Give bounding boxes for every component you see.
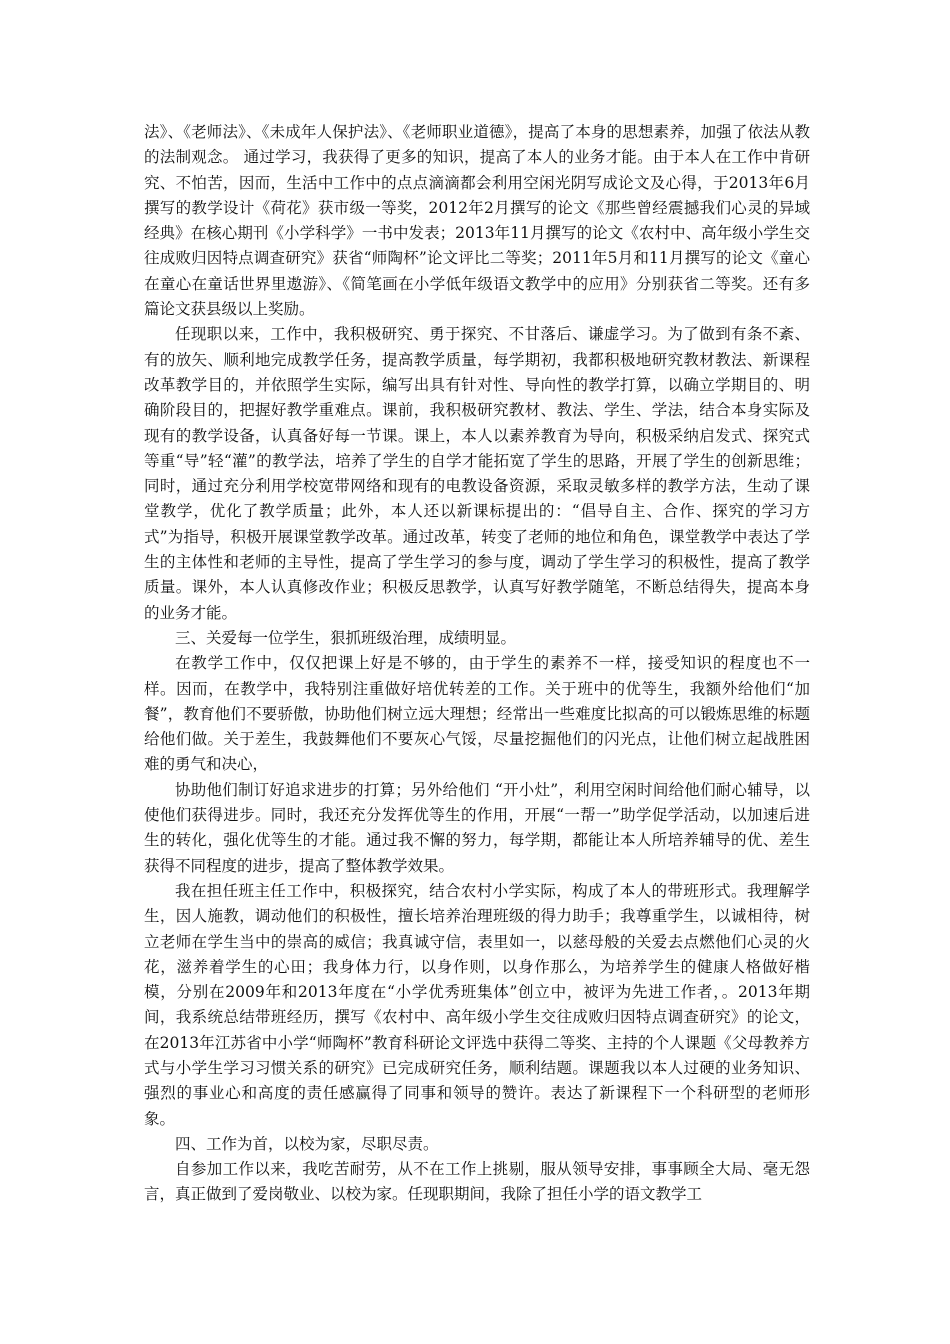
paragraph: 任现职以来，工作中，我积极研究、勇于探究、不甘落后、谦虚学习。为了做到有条不紊、有的放矢、顺利地完成教学任务，提高教学质量，每学期初，我都积极地研究教材教法、新课程改革教学目的，并依照学生实际，编写出具有针对性、导向性的教学打算，以确立学期目的、明确阶段目的，把握好教学重难点。课前，我积极研究教材、教法、学生、学法，结合本身实际及现有的教学设备，认真备好每一节课。课上，本人以素养教育为导向，积极采纳启发式、探究式等重“导”轻“灌”的教学法，培养了学生的自学才能拓宽了学生的思路，开展了学生的创新思维；同时，通过充分利用学校宽带网络和现有的电教设备资源，采取灵敏多样的教学方法，生动了课堂教学，优化了教学质量；此外，本人还以新课标提出的：“倡导自主、合作、探究的学习方式”为指导，积极开展课堂教学改革。通过改革，转变了老师的地位和角色，课堂教学中表达了学生的主体性和老师的主导性，提高了学生学习的参与度，调动了学生学习的积极性，提高了教学质量。课外，本人认真修改作业；积极反思教学，认真写好教学随笔，不断总结得失，提高本身的业务才能。 [144, 325, 810, 622]
paragraph: 我在担任班主任工作中，积极探究，结合农村小学实际，构成了本人的带班形式。我理解学生，因人施教，调动他们的积极性，擅长培养治理班级的得力助手；我尊重学生，以诚相待，树立老师在学生当中的崇高的威信；我真诚守信，表里如一，以慈母般的关爱去点燃他们心灵的火花，滋养着学生的心田；我身体力行，以身作则，以身作那么，为培养学生的健康人格做好楷模，分别在2009年和2013年度在“小学优秀班集体”创立中，被评为先进工作者，。2013年期间，我系统总结带班经历，撰写《农村中、高年级小学生交往成败归因特点调查研究》的论文，在2013年江苏省中小学“师陶杯”教育科研论文评选中获得二等奖、主持的个人课题《父母教养方式与小学生学习习惯关系的研究》已完成研究任务，顺利结题。课题我以本人过硬的业务知识、强烈的事业心和高度的责任感赢得了同事和领导的赞许。表达了新课程下一个科研型的老师形象。 [144, 881, 810, 1128]
paragraph: 协助他们制订好追求进步的打算；另外给他们 “开小灶”，利用空闲时间给他们耐心辅导，以使他们获得进步。同时，我还充分发挥优等生的作用，开展“一帮一”助学促学活动，以加速后进生的转化，强化优等生的才能。通过我不懈的努力，每学期，都能让本人所培养辅导的优、差生获得不同程度的进步，提高了整体教学效果。 [144, 780, 810, 875]
document-body [144, 120, 810, 1208]
section-heading: 三、关爱每一位学生，狠抓班级治理，成绩明显。 [175, 628, 517, 647]
paragraph: 在教学工作中，仅仅把课上好是不够的，由于学生的素养不一样，接受知识的程度也不一样。因而，在教学中，我特别注重做好培优转差的工作。关于班中的优等生，我额外给他们“加餐”，教育他们不要骄傲，协助他们树立远大理想；经常出一些难度比拟高的可以锻炼思维的标题给他们做。关于差生，我鼓舞他们不要灰心气馁，尽量挖掘他们的闪光点，让他们树立起战胜困难的勇气和决心， [144, 654, 810, 774]
paragraph: 自参加工作以来，我吃苦耐劳，从不在工作上挑剔，服从领导安排，事事顾全大局、毫无怨言，真正做到了爱岗敬业、以校为家。任现职期间，我除了担任小学的语文教学工 [144, 1160, 810, 1204]
paragraph-continued: 法》、《老师法》、《未成年人保护法》、《老师职业道德》，提高了本身的思想素养，加强了依法从教的法制观念。 通过学习，我获得了更多的知识，提高了本人的业务才能。由于本人在工作中肯研究、不怕苦，因而，生活中工作中的点点滴滴都会利用空闲光阴写成论文及心得，于2013年6月撰写的教学设计《荷花》获市级一等奖，2012年2月撰写的论文《那些曾经震撼我们心灵的异域经典》在核心期刊《小学科学》一书中发表；2013年11月撰写的论文《农村中、高年级小学生交往成败归因特点调查研究》获省“师陶杯”论文评比二等奖；2011年5月和11月撰写的论文《童心在童心在童话世界里遨游》、《简笔画在小学低年级语文教学中的应用》分别获省二等奖。还有多篇论文获县级以上奖励。 [144, 123, 810, 319]
section-heading: 四、工作为首，以校为家，尽职尽责。 [175, 1134, 439, 1153]
